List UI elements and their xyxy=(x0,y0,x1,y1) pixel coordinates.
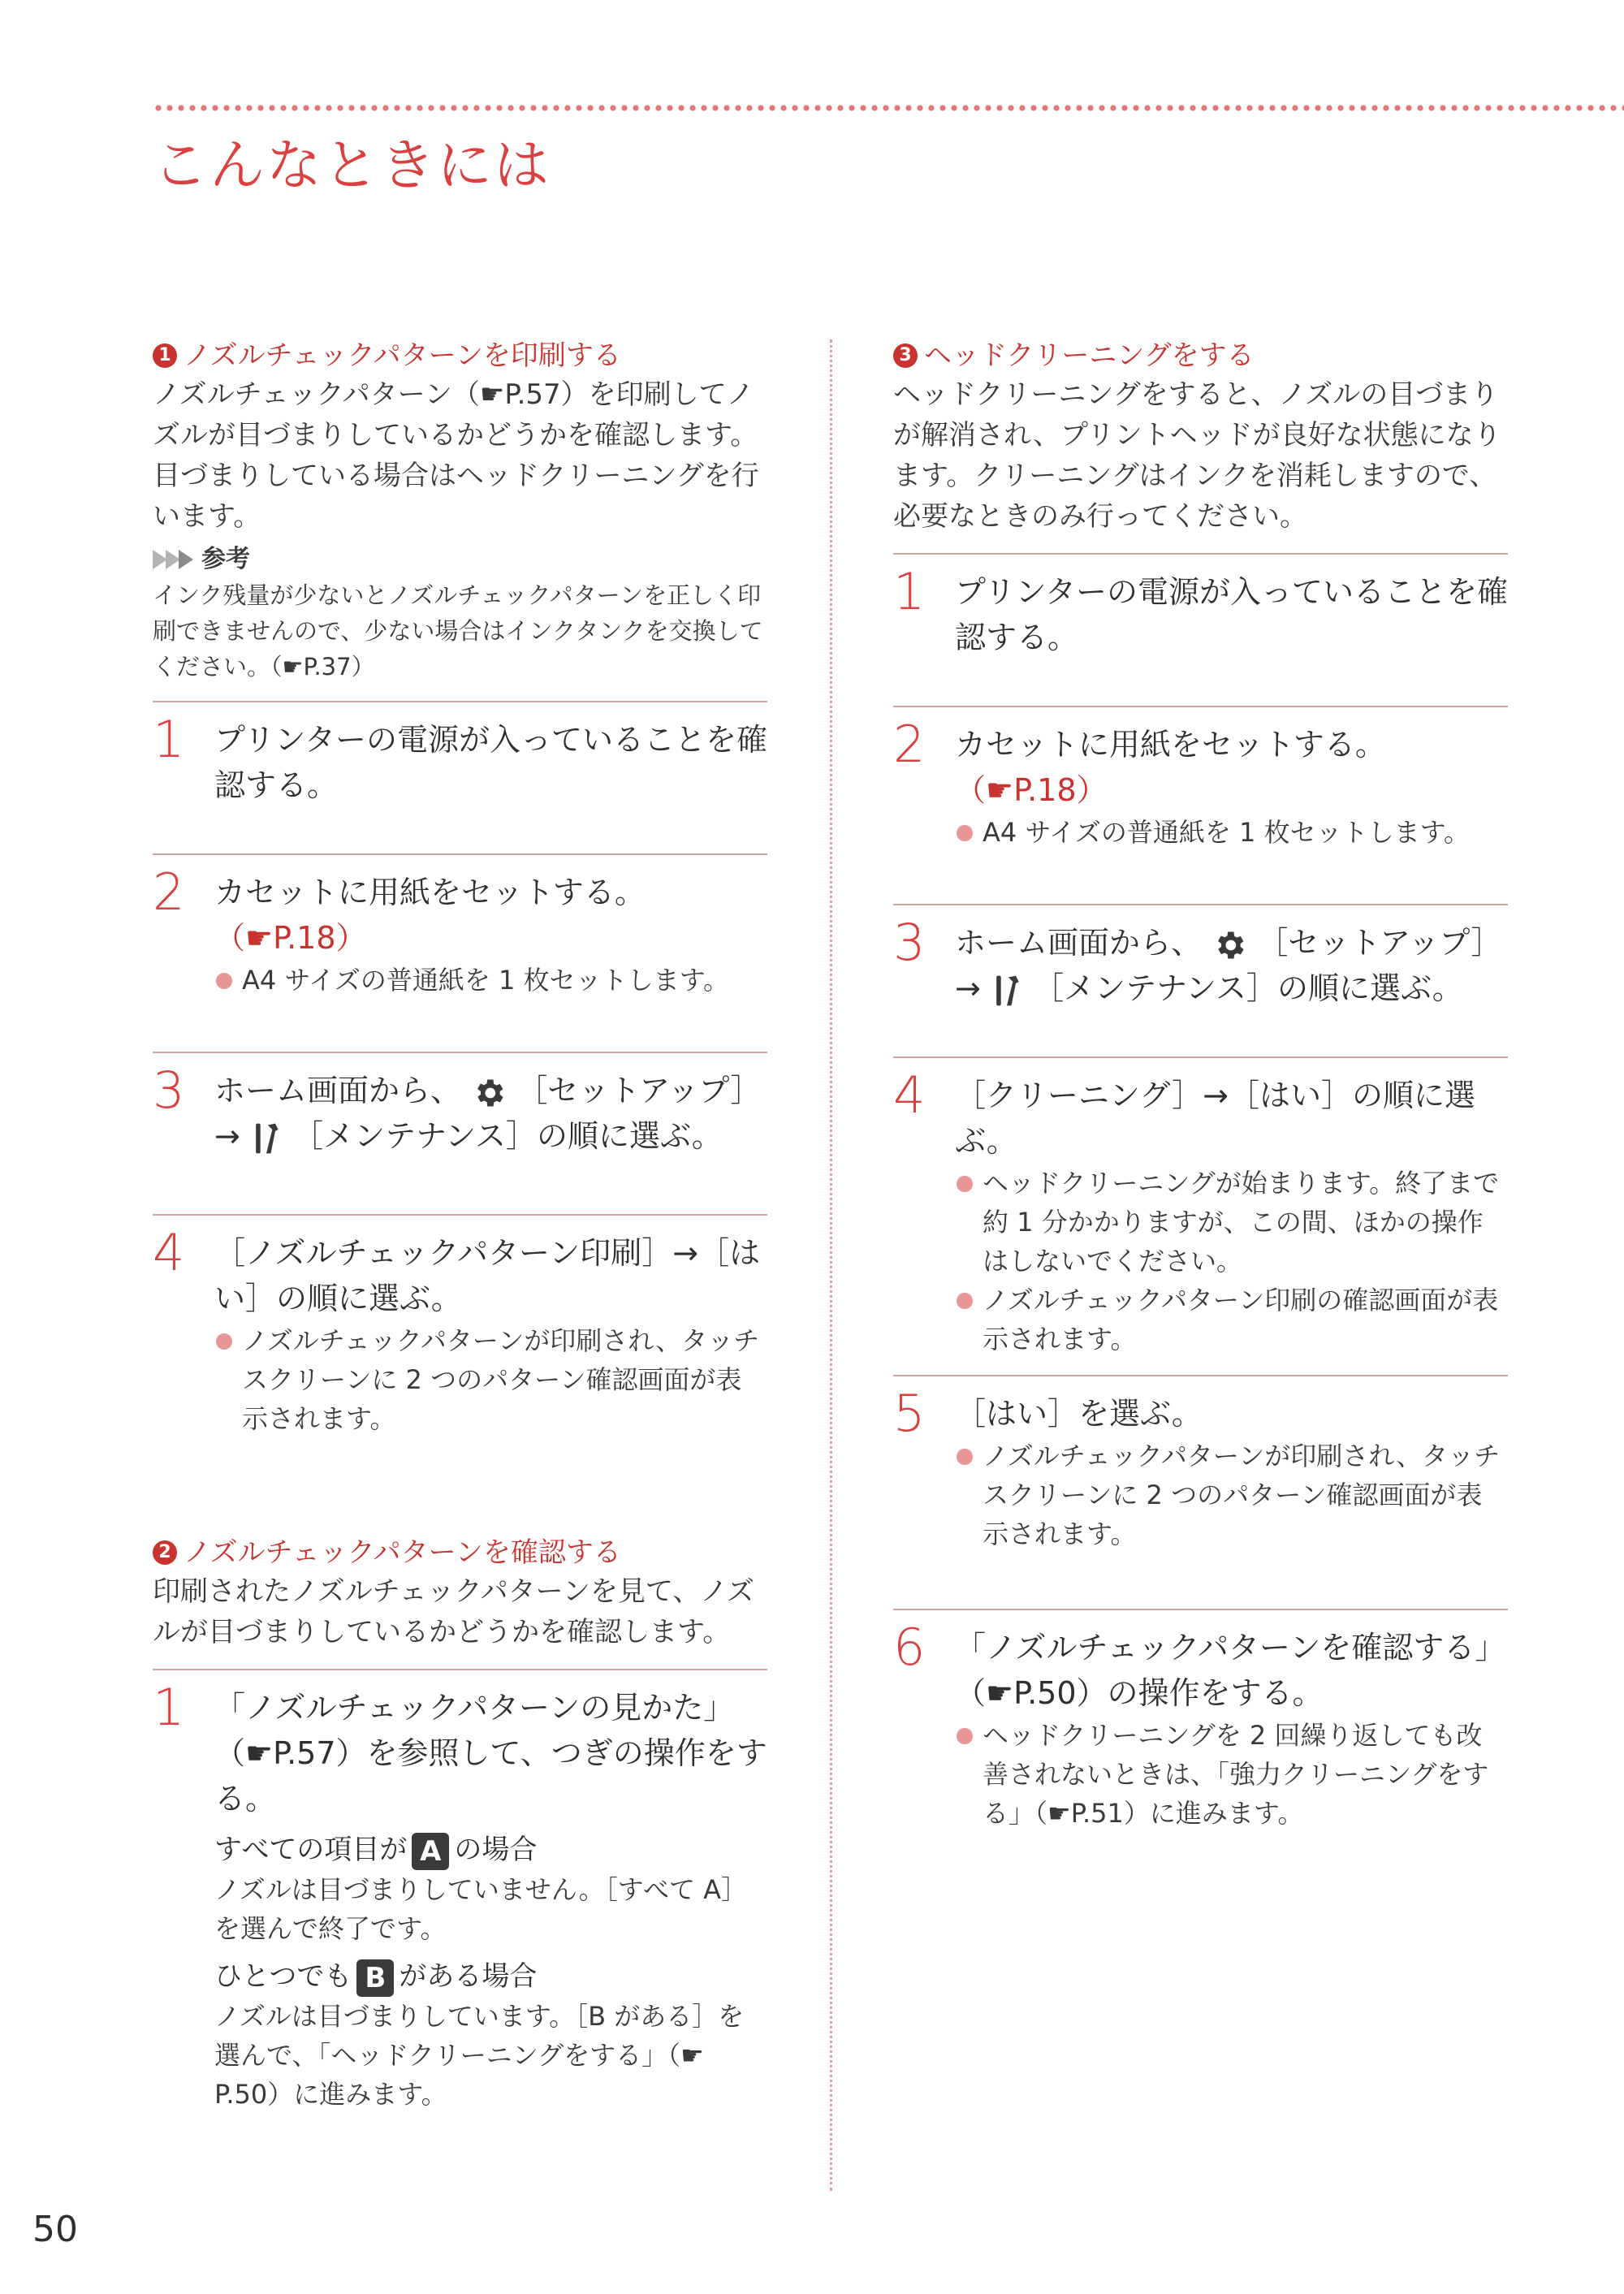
page-title: こんなときには xyxy=(153,134,551,198)
gear-icon xyxy=(471,1075,507,1111)
section-title: ヘッドクリーニングをする xyxy=(924,339,1255,372)
step-3 xyxy=(153,1052,767,1214)
bullet-note: ノズルチェックパターンが印刷され、タッチスクリーンに 2 つのパターン確認画面が表示されます。 xyxy=(955,1436,1508,1553)
dotted-header-rule xyxy=(153,104,1624,112)
section-title: ノズルチェックパターンを確認する xyxy=(184,1536,621,1569)
bullet-note: A4 サイズの普通紙を 1 枚セットします。 xyxy=(955,813,1508,852)
section-heading-1 xyxy=(153,337,767,374)
case-b-pre: ひとつでも xyxy=(214,1960,352,1993)
case-a-heading xyxy=(214,1830,767,1870)
step-6 xyxy=(893,1609,1508,1833)
step-2 xyxy=(153,853,767,1052)
step-text-b: ［セットアップ］ xyxy=(1257,925,1502,961)
step-text-d: ［メンテナンス］の順に選ぶ。 xyxy=(292,1118,723,1154)
step-4 xyxy=(153,1214,767,1534)
section-heading-2 xyxy=(153,1534,767,1571)
step-number: 1 xyxy=(153,710,185,769)
case-b-post: がある場合 xyxy=(399,1960,538,1993)
step-number: 5 xyxy=(893,1384,926,1443)
case-a-pre: すべての項目が xyxy=(214,1834,408,1866)
step-text-b: ［セットアップ］ xyxy=(516,1073,762,1108)
step-text-a: ホーム画面から、 xyxy=(214,1073,462,1108)
section-body: ヘッドクリーニングをすると、ノズルの目づまりが解消され、プリントヘッドが良好な状態になります。クリーニングはインクを消耗しますので、必要なときのみ行ってください。 xyxy=(893,378,1501,533)
step-number: 2 xyxy=(893,715,926,774)
step-text: ［クリーニング］→［はい］の順に選ぶ。 xyxy=(955,1078,1475,1159)
tools-icon xyxy=(991,973,1023,1009)
section-body: ノズルチェックパターン（☛P.57）を印刷してノズルが目づまりしているかどうかを確認します。目づまりしている場合はヘッドクリーニングを行います。 xyxy=(153,378,759,533)
tools-icon xyxy=(250,1121,283,1156)
step-text: 「ノズルチェックパターンの見かた」（☛P.57）を参照して、つぎの操作をする。 xyxy=(214,1690,767,1817)
column-divider xyxy=(830,339,832,2191)
gear-icon xyxy=(1212,927,1247,963)
bullet-note: ノズルチェックパターンが印刷され、タッチスクリーンに 2 つのパターン確認画面が表示されます。 xyxy=(214,1321,767,1438)
note-label: 参考 xyxy=(201,545,250,573)
page-reference-link[interactable]: （☛P.18） xyxy=(214,920,367,956)
arrow-text: → xyxy=(214,1118,240,1154)
step-2 xyxy=(893,706,1508,904)
step-text: ［ノズルチェックパターン印刷］→［はい］の順に選ぶ。 xyxy=(214,1235,761,1316)
step-text: カセットに用紙をセットする。 xyxy=(214,875,646,910)
bullet-note: ヘッドクリーニングが始まります。終了まで約 1 分かかりますが、この間、ほかの操作はしないでください。 xyxy=(955,1164,1508,1281)
section-title: ノズルチェックパターンを印刷する xyxy=(184,339,621,372)
step-4 xyxy=(893,1056,1508,1375)
bullet-note: ヘッドクリーニングを 2 回繰り返しても改善されないときは、「強力クリーニングをする」（☛P.51）に進みます。 xyxy=(955,1716,1508,1833)
step-text-a: ホーム画面から、 xyxy=(955,925,1203,961)
step-number: 4 xyxy=(153,1223,185,1282)
step-text: ［はい］を選ぶ。 xyxy=(955,1396,1203,1432)
step-text-d: ［メンテナンス］の順に選ぶ。 xyxy=(1033,970,1463,1006)
step-1 xyxy=(893,553,1508,706)
section-number-2: 2 xyxy=(153,1540,177,1565)
right-column xyxy=(893,337,1508,1833)
case-b-body: ノズルは目づまりしています。［B がある］を選んで、「ヘッドクリーニングをする」（☛P.50）に進みます。 xyxy=(214,2001,745,2110)
page-reference-link[interactable]: （☛P.18） xyxy=(955,772,1108,808)
case-a-post: の場合 xyxy=(454,1834,538,1866)
badge-b: B xyxy=(356,1959,394,1997)
section-number-1: 1 xyxy=(153,343,177,368)
step-1-check xyxy=(153,1669,767,2114)
step-5 xyxy=(893,1375,1508,1609)
step-number: 6 xyxy=(893,1618,926,1677)
note-arrows-icon xyxy=(153,550,192,569)
note-body: インク残量が少ないとノズルチェックパターンを正しく印刷できませんので、少ない場合はインクタンクを交換してください。（☛P.37） xyxy=(153,581,763,680)
step-text: プリンターの電源が入っていることを確認する。 xyxy=(955,574,1508,655)
step-text: 「ノズルチェックパターンを確認する」（☛P.50）の操作をする。 xyxy=(955,1630,1506,1711)
section-heading-3 xyxy=(893,337,1508,374)
step-number: 4 xyxy=(893,1065,926,1125)
step-number: 3 xyxy=(153,1061,185,1120)
case-b-heading xyxy=(214,1956,767,1997)
step-3 xyxy=(893,904,1508,1056)
bullet-note: ノズルチェックパターン印刷の確認画面が表示されます。 xyxy=(955,1281,1508,1359)
bullet-note: A4 サイズの普通紙を 1 枚セットします。 xyxy=(214,961,767,1000)
step-number: 1 xyxy=(153,1678,185,1737)
note-heading xyxy=(153,542,767,577)
step-text: プリンターの電源が入っていることを確認する。 xyxy=(214,722,767,803)
left-column xyxy=(153,337,767,2114)
case-a-body: ノズルは目づまりしていません。［すべて A］を選んで終了です。 xyxy=(214,1874,748,1944)
badge-a: A xyxy=(412,1833,449,1870)
arrow-text: → xyxy=(955,970,981,1006)
section-body: 印刷されたノズルチェックパターンを見て、ノズルが目づまりしているかどうかを確認します。 xyxy=(153,1575,754,1648)
step-text: カセットに用紙をセットする。 xyxy=(955,727,1386,763)
step-1 xyxy=(153,701,767,853)
section-number-3: 3 xyxy=(893,343,918,368)
step-number: 2 xyxy=(153,862,185,922)
step-number: 3 xyxy=(893,913,926,972)
page-number: 50 xyxy=(32,2209,78,2250)
step-number: 1 xyxy=(893,562,926,621)
